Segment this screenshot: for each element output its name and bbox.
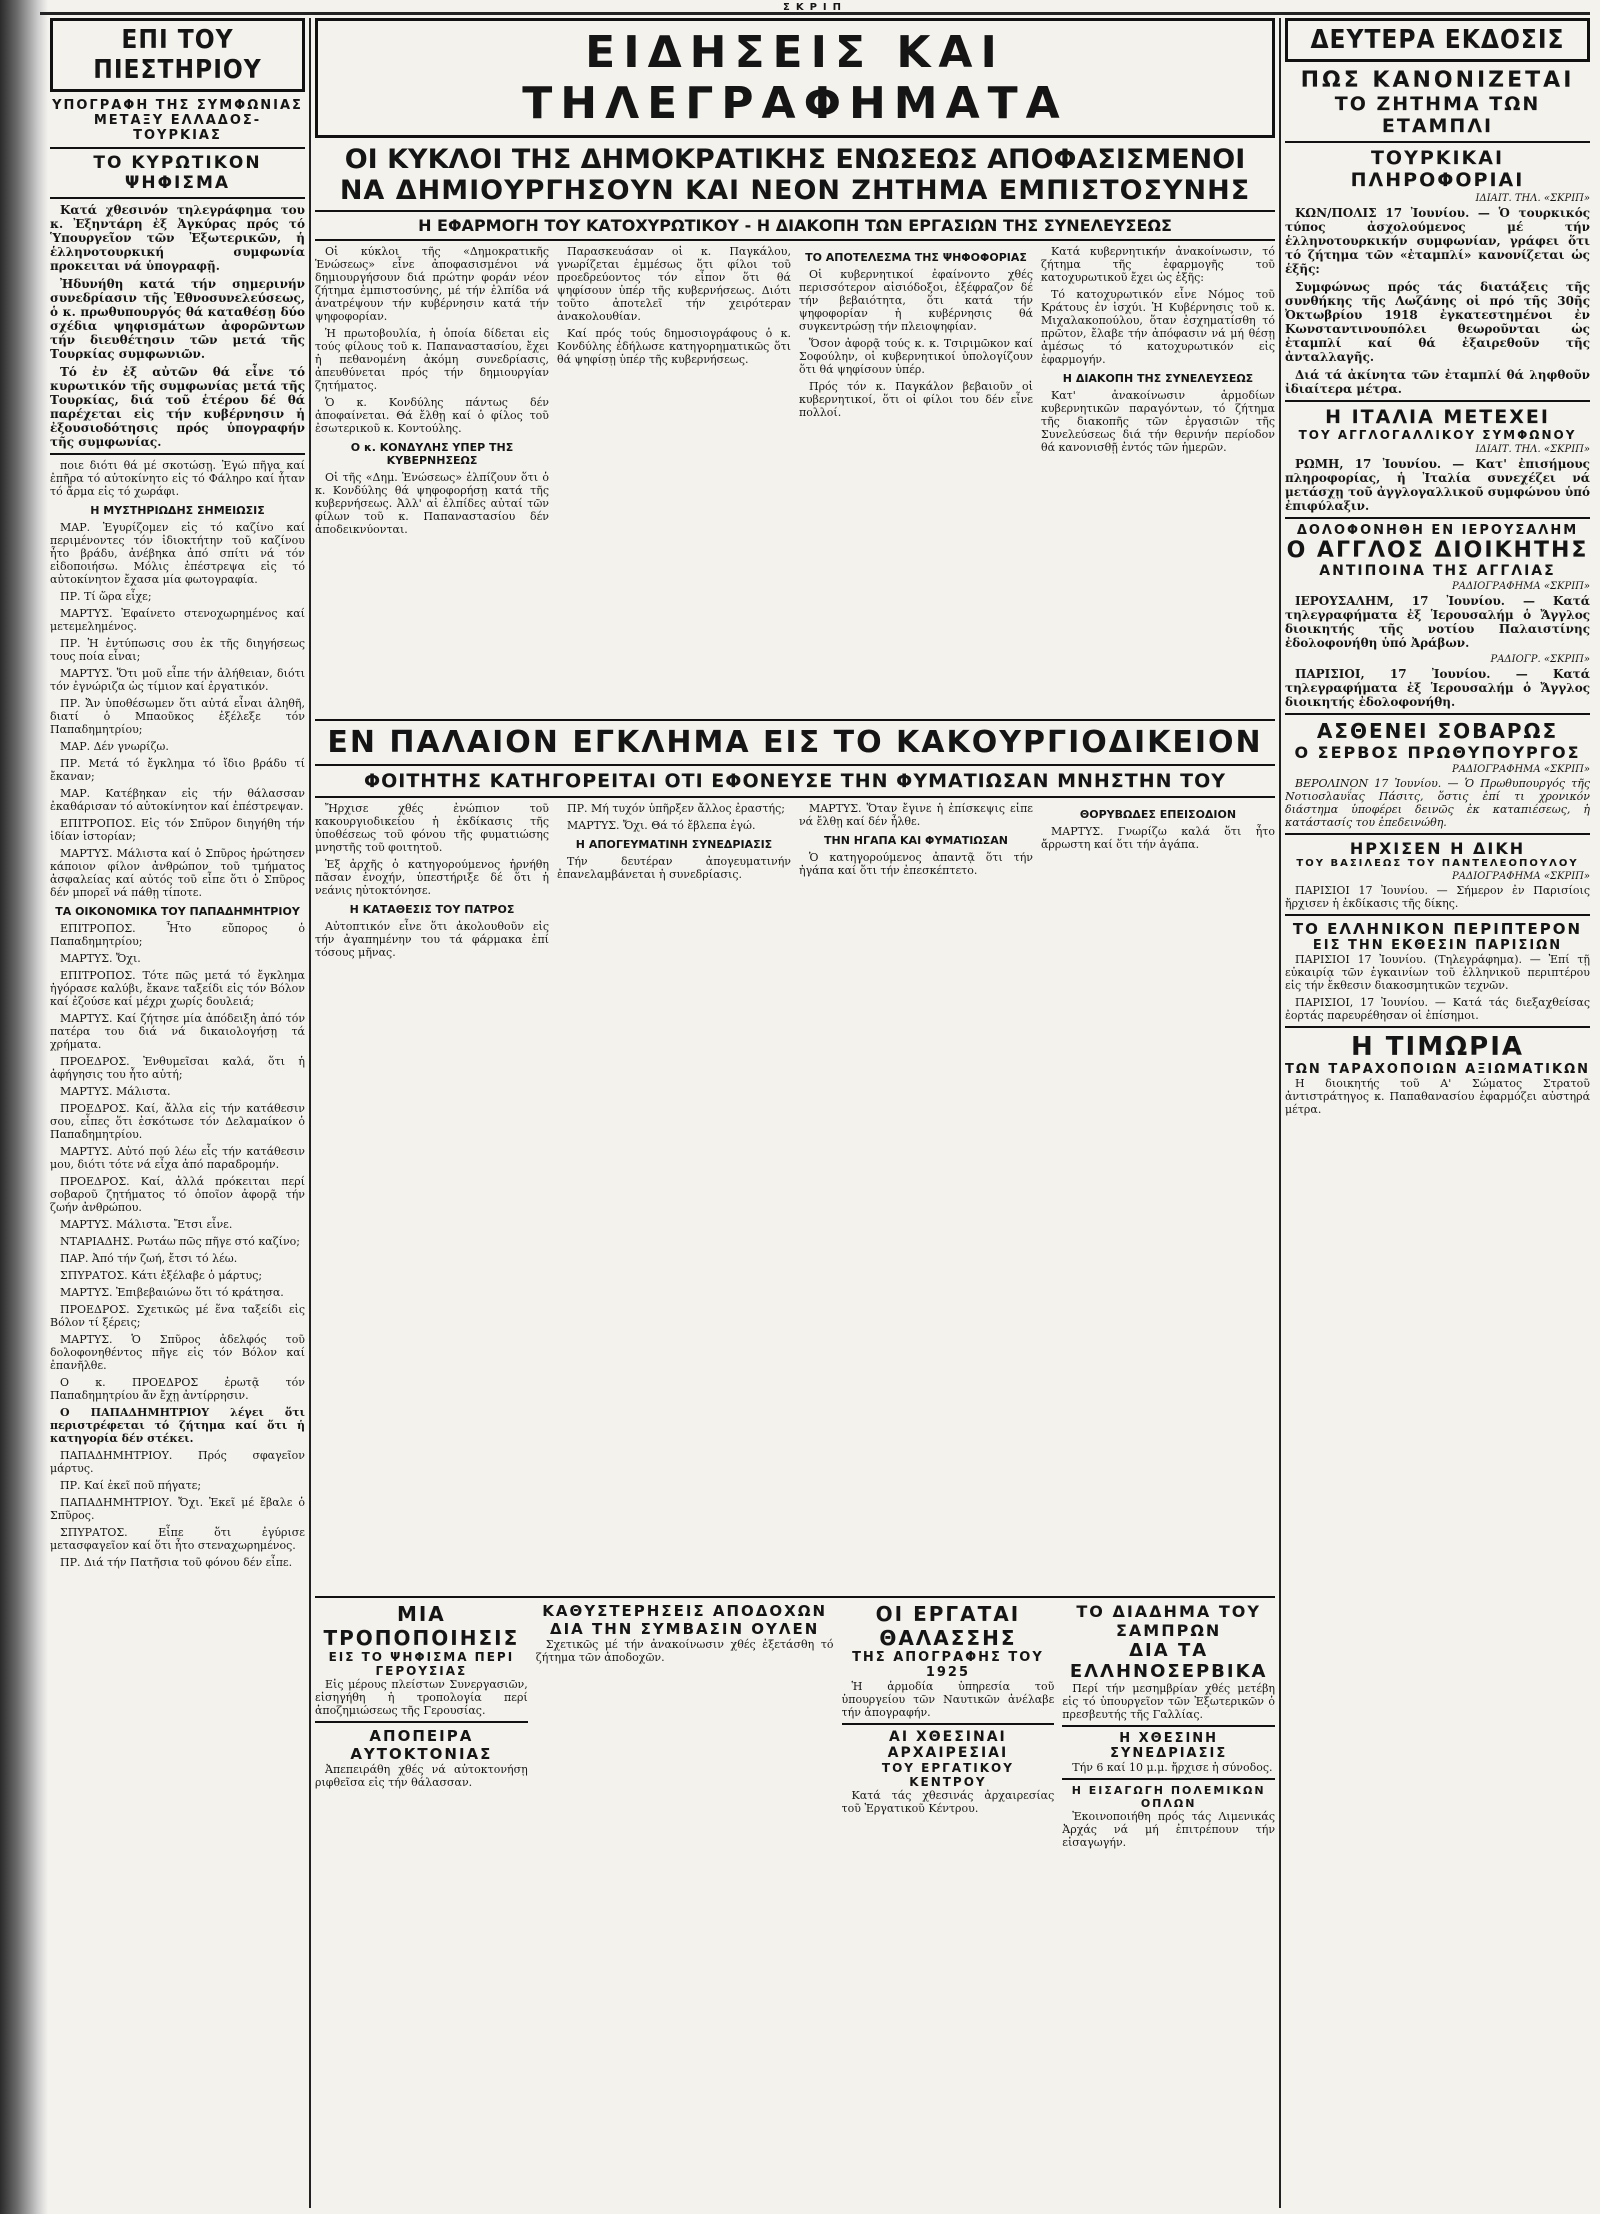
right-text: Η διοικητής τοῦ Α' Σώματος Στρατοῦ ἀντιστράτηγος κ. Παπαθανασίου ἐφαρμόζει αὐστηρά μέτρα. <box>1285 1077 1590 1116</box>
left-text: ΜΑΡΤΥΣ. Αὐτό πού λέω εἶς τήν κατάθεσιν μου, διότι τότε νά εἶχα ἀπό παραδρομήν. <box>50 1145 305 1171</box>
crime-text: Τήν δευτέραν ἀπογευματινήν ἐπανελαμβάνεται ἡ συνεδρίασις. <box>557 855 791 881</box>
article-text: Κατ' ἀνακοίνωσιν ἁρμοδίων κυβερνητικῶν παραγόντων, τό ζήτημα τῆς διακοπῆς τῶν ἐργασιῶν τῆς Συνελεύσεως διά τήν θερινήν περίοδον θά κανονισθῇ ἐντός τῶν ἡμερῶν. <box>1041 389 1275 454</box>
dateline: ΡΑΔΙΟΓΡΑΦΗΜΑ «ΣΚΡΙΠ» <box>1452 581 1590 592</box>
crime-text: Ἐξ ἀρχῆς ὁ κατηγορούμενος ἠρνήθη πᾶσαν ἐνοχήν, ὑπεστήριξε δέ ὅτι ἡ νεάνις ηὐτοκτόνησε. <box>315 858 549 897</box>
bottom-text: Περί τήν μεσημβρίαν χθές μετέβη εἰς τό ὑπουργεῖον τῶν Ἐξωτερικῶν ὁ πρεσβευτής τῆς Γαλλίας. <box>1062 1682 1275 1721</box>
right-subhead: ΠΩΣ ΚΑΝΟΝΙΖΕΤΑΙ <box>1300 68 1575 93</box>
crime-headline: ΕΝ ΠΑΛΑΙΟΝ ΕΓΚΛΗΜΑ ΕΙΣ ΤΟ ΚΑΚΟΥΡΓΙΟΔΙΚΕΙΟΝ <box>327 725 1263 760</box>
left-lead-2: Ἠδυνήθη κατά τήν σημερινήν συνεδρίασιν τῆς Ἐθνοσυνελεύσεως, ὁ κ. πρωθυπουργός θά καταθέσῃ δύο σχέδια ψηφισμάτων ἀφορῶντων τήν διευθέτησιν τῶν μετά τῆς Τουρκίας συμφωνιῶν. <box>50 277 305 361</box>
crime-section-head: ΘΟΡΥΒΩΔΕΣ ΕΠΕΙΣΟΔΙΟΝ <box>1079 808 1237 821</box>
right-text: ΠΑΡΙΣΙΟΙ, 17 Ἰουνίου. — Κατά τηλεγραφήματα ἐξ Ἱερουσαλήμ ὁ Ἄγγλος διοικητής ἐδολοφονήθη. <box>1285 667 1590 709</box>
middle-section <box>315 18 1275 2208</box>
main-headline-2: ΝΑ ΔΗΜΙΟΥΡΓΗΣΟΥΝ ΚΑΙ ΝΕΟΝ ΖΗΤΗΜΑ ΕΜΠΙΣΤΟΣΥΝΗΣ <box>339 175 1251 206</box>
left-text: ΠΡ. Ἄν ὑποθέσωμεν ὅτι αὐτά εἶναι ἀληθῆ, διατί ὁ Μπαοῦκος ἐξέλεξε τόν Παπαδημητρίου; <box>50 697 305 736</box>
right-subhead: ΤΟ ΖΗΤΗΜΑ ΤΩΝ ΕΤΑΜΠΛΙ <box>1334 93 1541 137</box>
left-text: ΜΑΡ. Κατέβηκαν εἰς τήν θάλασσαν ἐκαθάρισαν τό αὐτοκίνητον καί ἐπέστρεψαν. <box>50 787 305 813</box>
right-column <box>1285 18 1590 2208</box>
left-text: ΜΑΡΤΥΣ. Καί ζήτησε μία ἀπόδειξη ἀπό τόν πατέρα του διά νά δικαιολογήσῃ τά χρήματα. <box>50 1012 305 1051</box>
article-text: Ἡ πρωτοβουλία, ἡ ὁποία δίδεται εἰς τούς φίλους τοῦ κ. Παπαναστασίου, ἔχει ἡ πεθανομένη ἀκόμη συνεδρίασις, ἀπευθύνεται πρός τήν δημιουργίαν ζητήματος. <box>315 327 549 392</box>
crime-text: ΜΑΡΤΥΣ. Γνωρίζω καλά ὅτι ἦτο ἄρρωστη καί ὅτι τήν ἀγάπα. <box>1041 825 1275 851</box>
right-headline-box <box>1285 18 1590 62</box>
masthead-strip: ΣΚΡΙΠ <box>40 2 1590 15</box>
right-headline: ΑΣΘΕΝΕΙ ΣΟΒΑΡΩΣ <box>1316 719 1559 743</box>
right-subhead: ΤΟΥΡΚΙΚΑΙ ΠΛΗΡΟΦΟΡΙΑΙ <box>1350 147 1525 191</box>
right-text: ΠΑΡΙΣΙΟΙ 17 Ἰουνίου. (Τηλεγράφημα). — Ἐπί τῇ εὐκαιρίᾳ τῶν ἐγκαινίων τοῦ ἑλληνικοῦ περιπτέρου εἰς τήν ἔκθεσιν διακοσμητικῶν τεχνῶν. <box>1285 953 1590 992</box>
left-text: ΣΠΥΡΑΤΟΣ. Εἶπε ὅτι ἐγύρισε μετασφαγεῖον καί ὅτι ἦτο στεναχωρημένος. <box>50 1526 305 1552</box>
left-text: ΜΑΡΤΥΣ. Μάλιστα καί ὁ Σπῦρος ἠρώτησεν κάποιον φίλον ἀνθρώπον τοῦ τμήματος ἀσφαλείας καί αὐτός τοῦ εἶπε ὅτι ὁ Σπῦρος δέν μπορεῖ νά πάθῃ τίποτε. <box>50 847 305 899</box>
bottom-headline: ΟΙ ΕΡΓΑΤΑΙ ΘΑΛΑΣΣΗΣ <box>875 1602 1021 1650</box>
article-text: Πρός τόν κ. Παγκάλον βεβαιοῦν οἱ κυβερνητικοί, ὅτι οἱ φίλοι του δέν εἶνε πολλοί. <box>799 380 1033 419</box>
bottom-headline: ΤΟ ΔΙΑΔΗΜΑ ΤΟΥ ΣΑΜΠΡΩΝ <box>1076 1602 1261 1640</box>
crime-text: ΠΡ. Μή τυχόν ὑπῆρξεν ἄλλος ἐραστής; <box>567 802 785 815</box>
right-subhead: ΤΩΝ ΤΑΡΑΧΟΠΟΙΩΝ ΑΞΙΩΜΑΤΙΚΩΝ <box>1285 1062 1590 1077</box>
left-text: ΠΑΡ. Ἀπό τήν ζωή, ἔτσι τό λέω. <box>60 1252 238 1265</box>
bottom-columns <box>315 1602 1275 2208</box>
crime-subheadline: ΦΟΙΤΗΤΗΣ ΚΑΤΗΓΟΡΕΙΤΑΙ ΟΤΙ ΕΦΟΝΕΥΣΕ ΤΗΝ ΦΥΜΑΤΙΩΣΑΝ ΜΝΗΣΤΗΝ ΤΟΥ <box>363 770 1227 792</box>
left-text: ΠΡΟΕΔΡΟΣ. Καί, ἀλλά πρόκειται περί σοβαροῦ ζητήματος τό ὁποῖον ἀφορᾷ τήν ζωήν ἀνθρώπου. <box>50 1175 305 1214</box>
bottom-subheadline: ΤΟΥ ΕΡΓΑΤΙΚΟΥ ΚΕΝΤΡΟΥ <box>881 1761 1014 1789</box>
left-text: ΜΑΡΤΥΣ. Ὄχι. <box>60 952 141 965</box>
right-text: Συμφώνως πρός τάς διατάξεις τῆς συνθήκης τῆς Λωζάνης οἱ πρό τῆς 30ῆς Ὀκτωβρίου 1918 ἐγκατεστημένοι ἐν Κωνσταντινουπόλει θεωροῦνται ὡς ἐταμπλί καί θά ἐξαιρεθοῦν τῆς ἀνταλλαγῆς. <box>1285 280 1590 364</box>
bottom-text: Κατά τάς χθεσινάς ἀρχαιρεσίας τοῦ Ἐργατικοῦ Κέντρου. <box>841 1789 1055 1815</box>
left-text: ΠΡ. Μετά τό ἔγκλημα τό ἴδιο βράδυ τί ἔκαναν; <box>50 757 305 783</box>
left-section-head: ΤΑ ΟΙΚΟΝΟΜΙΚΑ ΤΟΥ ΠΑΠΑΔΗΜΗΤΡΙΟΥ <box>55 905 300 918</box>
bottom-headline: Η ΕΙΣΑΓΩΓΗ ΠΟΛΕΜΙΚΩΝ ΟΠΛΩΝ <box>1071 1784 1266 1810</box>
article-section-head: ΤΟ ΑΠΟΤΕΛΕΣΜΑ ΤΗΣ ΨΗΦΟΦΟΡΙΑΣ <box>805 251 1027 264</box>
left-lead-3: Τό ἐν ἐξ αὐτῶν θά εἶνε τό κυρωτικόν τῆς συμφωνίας μετά τῆς Τουρκίας, διά τοῦ ἑτέρου δέ θά παρέχεται εἰς τήν κυβέρνησιν ἡ ἐξουσιοδότησις πρός ὑπογραφήν τῆς συμφωνίας. <box>50 365 305 449</box>
right-subhead: ΕΙΣ ΤΗΝ ΕΚΘΕΣΙΝ ΠΑΡΙΣΙΩΝ <box>1312 938 1563 953</box>
left-text: ΜΑΡΤΥΣ. Μάλιστα. <box>60 1085 171 1098</box>
crime-section-head: ΤΗΝ ΗΓΑΠΑ ΚΑΙ ΦΥΜΑΤΙΩΣΑΝ <box>824 834 1008 847</box>
bottom-text: Ἡ ἁρμοδία ὑπηρεσία τοῦ ὑπουργείου τῶν Ναυτικῶν ἀνέλαβε τήν ἀπογραφήν. <box>841 1680 1055 1719</box>
crime-text: ΜΑΡΤΥΣ. Ὄχι. Θά τό ἔβλεπα ἐγώ. <box>567 819 756 832</box>
left-section-head: Η ΜΥΣΤΗΡΙΩΔΗΣ ΣΗΜΕΙΩΣΙΣ <box>90 504 265 517</box>
article-text: Οἱ κυβερνητικοί ἐφαίνοντο χθές περισσότερον αἰσιόδοξοι, ἐξέφραζον δέ τήν βεβαιότητα, ὅτι κατά τήν ψηφοφορίαν ἡ κυβέρνησις θά συγκεντρώσῃ τήν πλειοψηφίαν. <box>799 268 1033 333</box>
left-subhead-2: ΜΕΤΑΞΥ ΕΛΛΑΔΟΣ-ΤΟΥΡΚΙΑΣ <box>93 113 262 143</box>
left-text: ΕΠΙΤΡΟΠΟΣ. Τότε πῶς μετά τό ἔγκλημα ἠγόρασε καλύβι, ἔκανε ταξείδι εἰς τόν Βόλον καί ἐζούσε καί μέχρι χωρίς δουλειά; <box>50 969 305 1008</box>
left-text: ΕΠΙΤΡΟΠΟΣ. Ἦτο εὔπορος ὁ Παπαδημητρίου; <box>50 922 305 948</box>
left-column <box>50 18 305 2208</box>
dateline: ΙΔΙΑΙΤ. ΤΗΛ. «ΣΚΡΙΠ» <box>1475 444 1590 455</box>
left-text: ΠΡ. Τί ὥρα εἶχε; <box>60 590 152 603</box>
left-text: ΠΡ. Διά τήν Πατῆσια τοῦ φόνου δέν εἶπε. <box>60 1556 293 1569</box>
right-headline: ΔΟΛΟΦΟΝΗΘΗ ΕΝ ΙΕΡΟΥΣΑΛΗΜ <box>1296 523 1579 538</box>
article-text: Οἱ τῆς «Δημ. Ἑνώσεως» ἐλπίζουν ὅτι ὁ κ. Κονδύλης θά ψηφοφορήσῃ κατά τῆς κυβερνήσεως. Ἀλλ' αἱ ἐλπίδες αὐταί τῶν φίλων τοῦ κ. Παπαναστασίου δέν ἀποδεικνύονται. <box>315 471 549 536</box>
left-lead: Κατά χθεσινόν τηλεγράφημα του κ. Ἐξηντάρη ἐξ Ἀγκύρας πρός τό Ὑπουργεῖον τῶν Ἐξωτερικῶν, ἡ ἑλληνοτουρκική συμφωνία προκειται νά ὑπογραφῇ. <box>50 203 305 273</box>
scan-shadow <box>0 0 48 2214</box>
article-text: Καί πρός τούς δημοσιογράφους ὁ κ. Κονδύλης ἐδήλωσε κατηγορηματικῶς ὅτι θά ψηφίσῃ ὑπέρ τῆς κυβερνήσεως. <box>557 327 791 366</box>
bottom-headline: ΜΙΑ ΤΡΟΠΟΠΟΙΗΣΙΣ <box>323 1602 520 1650</box>
left-subhead-3: ΤΟ ΚΥΡΩΤΙΚΟΝ ΨΗΦΙΣΜΑ <box>93 153 262 193</box>
right-subhead: ΑΝΤΙΠΟΙΝΑ ΤΗΣ ΑΓΓΛΙΑΣ <box>1319 563 1556 579</box>
right-text: ΠΑΡΙΣΙΟΙ, 17 Ἰουνίου. — Κατά τάς διεξαχθείσας ἐορτάς παρευρέθησαν οἱ ἐπίσημοι. <box>1285 996 1590 1022</box>
crime-text: Ὁ κατηγορούμενος ἀπαντᾷ ὅτι τήν ἠγάπα καί ὅτι τήν ἐπεσκέπτετο. <box>799 851 1033 877</box>
bottom-text: Τήν 6 καί 10 μ.μ. ἤρχισε ἡ σύνοδος. <box>1072 1761 1273 1774</box>
article-text: Οἱ κύκλοι τῆς «Δημοκρατικῆς Ἑνώσεως» εἶνε ἀποφασισμένοι νά δημιουργήσουν διά πρώτην φοράν νέον ζήτημα ἐμπιστοσύνης, μέ τήν ἐλπίδα νά ἀνατρέψουν τήν κυβέρνησιν κατά τήν ψηφοφορίαν. <box>315 245 549 323</box>
left-text: ΠΡΟΕΔΡΟΣ. Καί, ἄλλα εἰς τήν κατάθεσιν σου, εἶπες ὅτι ἐσκότωσε τόν Δελαμαίκον ὁ Παπαδημητρίου. <box>50 1102 305 1141</box>
left-text: ΠΡΟΕΔΡΟΣ. Σχετικῶς μέ ἕνα ταξείδι εἰς Βόλον τί ξέρεις; <box>50 1303 305 1329</box>
left-headline-box <box>50 18 305 92</box>
left-text: ΜΑΡ. Δέν γνωρίζω. <box>60 740 169 753</box>
left-text: ΠΑΠΑΔΗΜΗΤΡΙΟΥ. Ὄχι. Ἐκεῖ μέ ἔβαλε ὁ Σπῦρος. <box>50 1496 305 1522</box>
article-section-head: Ο κ. ΚΟΝΔΥΛΗΣ ΥΠΕΡ ΤΗΣ ΚΥΒΕΡΝΗΣΕΩΣ <box>350 441 514 467</box>
bottom-text: Σχετικῶς μέ τήν ἀνακοίνωσιν χθές ἐξετάσθη τό ζήτημα τῶν ἀποδοχῶν. <box>535 1638 834 1664</box>
left-text: ΜΑΡΤΥΣ. Ἐπιβεβαιώνω ὅτι τό κράτησα. <box>60 1286 284 1299</box>
crime-section-head: Η ΚΑΤΑΘΕΣΙΣ ΤΟΥ ΠΑΤΡΟΣ <box>349 903 515 916</box>
left-text: ΣΠΥΡΑΤΟΣ. Κάτι ἐξέλαβε ὁ μάρτυς; <box>60 1269 263 1282</box>
right-subhead: ΤΟΥ ΑΓΓΛΟΓΑΛΛΙΚΟΥ ΣΥΜΦΩΝΟΥ <box>1298 428 1577 442</box>
bottom-headline: ΑΠΟΠΕΙΡΑ ΑΥΤΟΚΤΟΝΙΑΣ <box>350 1727 493 1763</box>
left-text: ΜΑΡ. Ἐγυρίζομεν εἰς τό καζίνο καί περιμένοντες τόν ἰδιοκτήτην τοῦ καζίνου ἦτο βράδυ, ἀνέβηκα ἀπό σπίτι νά τόν εἰδοποιήσω. Μόλις ἐπέστρεψα εἰς τό αὐτοκίνητον ἔχασα μία φωτογραφία. <box>50 521 305 586</box>
bottom-text: Εἰς μέρους πλείστων Συνεργασιῶν, εἰσηγήθη ἡ τροπολογία περί ἀποζημιώσεως τῆς Γερουσίας. <box>315 1678 528 1717</box>
crime-text: ΜΑΡΤΥΣ. Ὅταν ἔγινε ἡ ἐπίσκεψις εἶπε νά ἔλθῃ καί δέν ἦλθε. <box>799 802 1033 828</box>
right-headline: Η ΙΤΑΛΙΑ ΜΕΤΕΧΕΙ <box>1325 406 1550 428</box>
dateline: ΡΑΔΙΟΓΡΑΦΗΜΑ «ΣΚΡΙΠ» <box>1452 871 1590 882</box>
bottom-text: Ἀπεπειράθη χθές νά αὐτοκτονήσῃ ριφθεῖσα εἰς τήν θάλασσαν. <box>315 1763 528 1789</box>
right-text: ΒΕΡΟΛΙΝΟΝ 17 Ἰουνίου. — Ὁ Πρωθυπουργός τῆς Νοτιοσλαυΐας Πάσιτς, ὅστις ἐπί τι χρονικόν διάστημα ὑποφέρει δεινῶς ἐκ καταπιέσεως, ἡ κατάστασίς του ἐπεδεινώθη. <box>1285 777 1590 829</box>
left-text: ΜΑΡΤΥΣ. Ἐφαίνετο στενοχωρημένος καί μετεμελημένος. <box>50 607 305 633</box>
dateline: ΙΔΙΑΙΤ. ΤΗΛ. «ΣΚΡΙΠ» <box>1475 193 1590 204</box>
left-text: ΠΡ. Ἡ ἐντύπωσις σου ἐκ τῆς διηγήσεως τους ποία εἶναι; <box>50 637 305 663</box>
left-text: ΠΑΠΑΔΗΜΗΤΡΙΟΥ. Πρός σφαγεῖον μάρτυς. <box>50 1449 305 1475</box>
right-text: ΡΩΜΗ, 17 Ἰουνίου. — Κατ' ἐπισήμους πληροφορίας, ἡ Ἰταλία συνεχέζει νά μετάσχῃ τοῦ ἀγγλογαλλικοῦ συμφώνου ὑπό ἐπιφύλαξιν. <box>1285 457 1590 513</box>
right-headline: ΤΟ ΕΛΛΗΝΙΚΟΝ ΠΕΡΙΠΤΕΡΟΝ <box>1292 920 1583 938</box>
crime-section-head: Η ΑΠΟΓΕΥΜΑΤΙΝΗ ΣΥΝΕΔΡΙΑΣΙΣ <box>575 838 773 851</box>
article-text: Ὅσον ἀφορᾷ τούς κ. κ. Τσιριμῶκον καί Σοφούλην, οἱ κυβερνητικοί ὑπολογίζουν ὅτι θά ψηφίσουν ὑπέρ. <box>799 337 1033 376</box>
bottom-headline: ΚΑΘΥΣΤΕΡΗΣΕΙΣ ΑΠΟΔΟΧΩΝ ΔΙΑ ΤΗΝ ΣΥΜΒΑΣΙΝ ΟΥΛΕΝ <box>542 1602 828 1638</box>
left-text: ΜΑΡΤΥΣ. Ὁ Σπῦρος ἀδελφός τοῦ δολοφονηθέντος πῆγε εἰς τόν Βόλον καί ἐπανῆλθε. <box>50 1333 305 1372</box>
left-headline: ΕΠΙ ΤΟΥ ΠΙΕΣΤΗΡΙΟΥ <box>93 25 262 85</box>
right-subhead: Ο ΣΕΡΒΟΣ ΠΡΩΘΥΠΟΥΡΓΟΣ <box>1294 743 1581 762</box>
article-text: Παρασκευάσαν οἱ κ. Παγκάλου, γνωρίζεται ἐμμέσως ὅτι φίλοι τοῦ προεδρεύοντος τόν εἶπον ὅτι θά ψηφίσουν ὑπέρ τῆς κυβερνήσεως. Διότι τοῦτο ἀποτελεῖ τήν χειρότεραν ἀνακολουθίαν. <box>557 245 791 323</box>
left-text: ΜΑΡΤΥΣ. Μάλιστα. Ἔτσι εἶνε. <box>60 1218 233 1231</box>
left-text: Ο ΠΑΠΑΔΗΜΗΤΡΙΟΥ λέγει ὅτι περιστρέφεται τό ζήτημα καί ὅτι ἡ κατηγορία δέν στέκει. <box>50 1406 305 1445</box>
left-text: ΠΡ. Καί ἐκεῖ ποῦ πήγατε; <box>60 1479 202 1492</box>
article-columns <box>315 245 1275 715</box>
right-headline: ΗΡΧΙΣΕΝ Η ΔΙΚΗ <box>1349 839 1526 858</box>
crime-text: Αὐτοπτικόν εἶνε ὅτι ἀκολουθοῦν εἰς τήν ἀγαπημένην του τά φάρμακα ἐπί τόσους μῆνας. <box>315 920 549 959</box>
crime-columns <box>315 802 1275 1592</box>
right-headline: ΔΕΥΤΕΡΑ ΕΚΔΟΣΙΣ <box>1310 25 1565 55</box>
main-subheadline: Η ΕΦΑΡΜΟΓΗ ΤΟΥ ΚΑΤΟΧΥΡΩΤΙΚΟΥ - Η ΔΙΑΚΟΠΗ ΤΩΝ ΕΡΓΑΣΙΩΝ ΤΗΣ ΣΥΝΕΛΕΥΣΕΩΣ <box>418 216 1172 235</box>
left-text: ΝΤΑΡΙΑΔΗΣ. Ρωτάω πῶς πῆγε στό καζίνο; <box>60 1235 301 1248</box>
right-text: Διά τά ἀκίνητα τῶν ἐταμπλί θά ληφθοῦν ἰδιαίτερα μέτρα. <box>1285 368 1590 396</box>
article-text: Ὁ κ. Κονδύλης πάντως δέν ἀποφαίνεται. Θά ἔλθῃ καί ὁ φίλος τοῦ ἐσωτερικοῦ κ. Κοντούλης. <box>315 396 549 435</box>
right-text: ΠΑΡΙΣΙΟΙ 17 Ἰουνίου. — Σήμερον ἐν Παρισίοις ἤρχισεν ἡ ἐκδίκασις τῆς δίκης. <box>1285 884 1590 910</box>
article-text: Κατά κυβερνητικήν ἀνακοίνωσιν, τό ζήτημα τῆς ἐφαρμογῆς τοῦ κατοχυρωτικοῦ ἔχει ὡς ἑξῆς: <box>1041 245 1275 284</box>
left-text: ΠΡΟΕΔΡΟΣ. Ἐνθυμεῖσαι καλά, ὅτι ἡ ἀφήγησις του ἦτο αὐτή; <box>50 1055 305 1081</box>
right-headline: Ο ΑΓΓΛΟΣ ΔΙΟΙΚΗΤΗΣ <box>1286 538 1589 563</box>
left-text: ΜΑΡΤΥΣ. Ὅτι μοῦ εἶπε τήν ἀλήθειαν, διότι τόν ἐγνώριζα ὡς τίμιον καί ἐργατικόν. <box>50 667 305 693</box>
bottom-subheadline: ΔΙΑ ΤΑ ΕΛΛΗΝΟΣΕΡΒΙΚΑ <box>1069 1640 1268 1682</box>
right-subhead: ΤΟΥ ΒΑΣΙΛΕΩΣ ΤΟΥ ΠΑΝΤΕΛΕΟΠΟΥΛΟΥ <box>1296 858 1579 869</box>
right-headline: Η ΤΙΜΩΡΙΑ <box>1350 1032 1525 1062</box>
main-headline-1: ΟΙ ΚΥΚΛΟΙ ΤΗΣ ΔΗΜΟΚΡΑΤΙΚΗΣ ΕΝΩΣΕΩΣ ΑΠΟΦΑΣΙΣΜΕΝΟΙ <box>344 144 1246 175</box>
bottom-subheadline: ΕΙΣ ΤΟ ΨΗΦΙΣΜΑ ΠΕΡΙ ΓΕΡΟΥΣΙΑΣ <box>328 1650 515 1678</box>
dateline: ΡΑΔΙΟΓΡΑΦΗΜΑ «ΣΚΡΙΠ» <box>1452 764 1590 775</box>
left-subhead-1: ΥΠΟΓΡΑΦΗ ΤΗΣ ΣΥΜΦΩΝΙΑΣ <box>52 98 303 113</box>
dateline: ΡΑΔΙΟΓΡ. «ΣΚΡΙΠ» <box>1490 654 1590 665</box>
bottom-headline: ΑΙ ΧΘΕΣΙΝΑΙ ΑΡΧΑΙΡΕΣΙΑΙ <box>887 1729 1009 1761</box>
bottom-subheadline: ΤΗΣ ΑΠΟΓΡΑΦΗΣ ΤΟΥ 1925 <box>852 1650 1044 1680</box>
bottom-text: Ἐκοινοποιήθη πρός τάς Λιμενικάς Ἀρχάς νά μή ἐπιτρέπουν τήν εἰσαγωγήν. <box>1062 1810 1275 1849</box>
left-text: ποιε διότι θά μέ σκοτώσῃ. Ἐγώ πῆγα καί ἐπῆρα τό αὐτοκίνητο εἰς τό Φάληρο καί ἦταν τό ἄρμα εἰς τό χωράφι. <box>50 459 305 498</box>
left-text: ΕΠΙΤΡΟΠΟΣ. Εἰς τόν Σπῦρον διηγήθη τήν ἰδίαν ἱστορίαν; <box>50 817 305 843</box>
right-text: ΙΕΡΟΥΣΑΛΗΜ, 17 Ἰουνίου. — Κατά τηλεγραφήματα ἐξ Ἱερουσαλήμ ὁ Ἄγγλος διοικητής τῆς νοτίου Παλαιστίνης ἐδολοφονήθη ὑπό Ἀράβων. <box>1285 594 1590 650</box>
bottom-headline: Η ΧΘΕΣΙΝΗ ΣΥΝΕΔΡΙΑΣΙΣ <box>1110 1731 1228 1761</box>
left-text: Ο κ. ΠΡΟΕΔΡΟΣ ἐρωτᾷ τόν Παπαδημητρίου ἄν ἔχῃ ἀντίρρησιν. <box>50 1376 305 1402</box>
article-section-head: Η ΔΙΑΚΟΠΗ ΤΗΣ ΣΥΝΕΛΕΥΣΕΩΣ <box>1062 372 1254 385</box>
article-text: Τό κατοχυρωτικόν εἶνε Νόμος τοῦ Κράτους ἐν ἰσχύι. Ἡ Κυβέρνησις τοῦ κ. Μιχαλακοπούλου, ὅταν ἐσχηματίσθη τό πρῶτον, ἔλαβε τήν ἀπόφασιν νά μή θέσῃ ἀμέσως τό κατοχυρωτικόν εἰς ἐφαρμογήν. <box>1041 288 1275 366</box>
main-title: ΕΙΔΗΣΕΙΣ ΚΑΙ ΤΗΛΕΓΡΑΦΗΜΑΤΑ <box>315 18 1275 138</box>
right-text: ΚΩΝ/ΠΟΛΙΣ 17 Ἰουνίου. — Ὁ τουρκικός τύπος ἀσχολούμενος μέ τήν ἑλληνοτουρκικήν συμφωνίαν, γράφει ὅτι τό ζήτημα τῶν «ἐταμπλί» κανονίζεται ὡς ἑξῆς: <box>1285 206 1590 276</box>
crime-text: Ἤρχισε χθές ἐνώπιον τοῦ κακουργιοδικείου ἡ ἐκδίκασις τῆς ὑποθέσεως τοῦ φόνου τῆς φυματιώσης μνηστῆς τοῦ φοιτητοῦ. <box>315 802 549 854</box>
